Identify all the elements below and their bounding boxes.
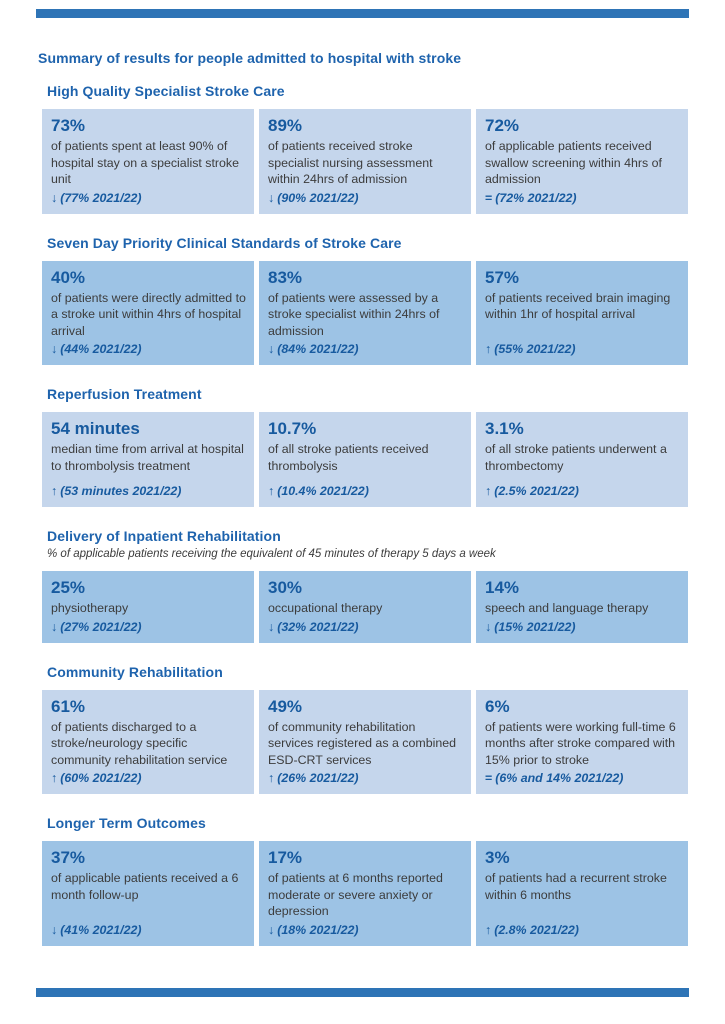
down-arrow-icon: ↓ — [268, 922, 275, 937]
bottom-divider-bar — [36, 988, 689, 997]
comparison-text: (6% and 14% 2021/22) — [495, 771, 624, 785]
up-arrow-icon: ↑ — [485, 922, 492, 937]
trend-line — [485, 920, 680, 938]
trend-line — [268, 188, 463, 206]
stat-cell — [476, 412, 688, 507]
stat-row — [42, 412, 688, 507]
comparison-text: (27% 2021/22) — [60, 619, 142, 634]
stat-description: of community rehabilitation services registered as a combined ESD-CRT services — [268, 719, 457, 767]
stat-value: 89% — [268, 116, 303, 135]
section-heading: Seven Day Priority Clinical Standards of Stroke Care — [47, 234, 402, 251]
trend-line — [51, 188, 246, 206]
stat-value: 14% — [485, 578, 520, 597]
up-arrow-icon: ↑ — [51, 484, 58, 498]
down-arrow-icon: ↓ — [51, 922, 58, 937]
section — [38, 664, 689, 795]
up-arrow-icon: ↑ — [268, 771, 275, 785]
page-title: Summary of results for people admitted to hospital with stroke — [38, 50, 462, 66]
stat-row — [42, 571, 688, 643]
stat-cell — [42, 841, 254, 946]
comparison-text: (41% 2021/22) — [60, 922, 142, 937]
stat-row — [42, 109, 688, 214]
section-subtitle: % of applicable patients receiving the equivalent of 45 minutes of therapy 5 days a week — [47, 548, 496, 560]
stat-description: median time from arrival at hospital to thrombolysis treatment — [51, 442, 244, 473]
stat-description: of patients received brain imaging within 1hr of hospital arrival — [485, 290, 671, 321]
comparison-text: (18% 2021/22) — [277, 922, 359, 937]
stat-description: occupational therapy — [268, 601, 383, 615]
trend-line — [268, 481, 463, 499]
equals-icon: = — [485, 190, 493, 205]
section-heading: Delivery of Inpatient Rehabilitation — [47, 528, 281, 544]
up-arrow-icon: ↑ — [51, 771, 58, 785]
stat-description: of all stroke patients underwent a thrombectomy — [485, 442, 667, 473]
stat-cell — [476, 571, 688, 643]
stat-cell — [476, 261, 688, 366]
content — [38, 0, 689, 946]
comparison-text: (72% 2021/22) — [495, 190, 577, 205]
stat-cell — [476, 690, 688, 795]
trend-line — [51, 481, 246, 499]
trend-line — [485, 481, 680, 499]
trend-line — [51, 339, 246, 357]
stat-description: of patients at 6 months reported moderate or severe anxiety or depression — [268, 871, 443, 918]
section — [38, 83, 689, 214]
comparison-text: (44% 2021/22) — [60, 342, 142, 356]
section-heading: Longer Term Outcomes — [47, 815, 206, 831]
stat-description: of patients discharged to a stroke/neurology specific community rehabilitation service — [51, 719, 228, 767]
stat-value: 57% — [485, 267, 520, 287]
stat-value: 3.1% — [485, 419, 524, 438]
trend-line — [51, 920, 246, 938]
section-heading: High Quality Specialist Stroke Care — [47, 83, 285, 99]
comparison-text: (55% 2021/22) — [494, 342, 576, 356]
stat-description: of patients were assessed by a stroke specialist within 24hrs of admission — [268, 290, 440, 338]
stat-row — [42, 690, 688, 795]
down-arrow-icon: ↓ — [51, 342, 58, 356]
section-heading: Reperfusion Treatment — [47, 386, 202, 402]
down-arrow-icon: ↓ — [268, 190, 275, 205]
stat-description: of patients were working full-time 6 months after stroke compared with 15% prior to stroke — [485, 719, 676, 767]
stat-value: 61% — [51, 696, 86, 716]
comparison-text: (2.5% 2021/22) — [494, 484, 579, 498]
stat-cell — [42, 571, 254, 643]
stat-cell — [476, 109, 688, 214]
stat-cell — [42, 412, 254, 507]
down-arrow-icon: ↓ — [485, 619, 492, 634]
stat-value: 72% — [485, 116, 520, 135]
down-arrow-icon: ↓ — [51, 190, 58, 205]
stat-description: of all stroke patients received thrombolysis — [268, 442, 429, 473]
down-arrow-icon: ↓ — [51, 619, 58, 634]
stat-value: 40% — [51, 267, 86, 287]
stat-description: of patients received stroke specialist nursing assessment within 24hrs of admission — [268, 139, 433, 186]
stat-value: 30% — [268, 578, 303, 597]
stat-value: 25% — [51, 578, 86, 597]
trend-line — [268, 617, 463, 635]
section-heading: Community Rehabilitation — [47, 663, 223, 680]
trend-line — [485, 617, 680, 635]
stat-value: 6% — [485, 696, 510, 716]
comparison-text: (77% 2021/22) — [60, 190, 142, 205]
trend-line — [268, 920, 463, 938]
trend-line — [268, 768, 463, 786]
stat-value: 49% — [268, 696, 303, 716]
section — [38, 528, 689, 643]
trend-line — [51, 768, 246, 786]
stat-value: 54 minutes — [51, 419, 140, 438]
stat-cell — [259, 690, 471, 795]
down-arrow-icon: ↓ — [268, 342, 275, 356]
stat-cell — [42, 261, 254, 366]
stat-cell — [259, 412, 471, 507]
stat-value: 73% — [51, 116, 86, 135]
comparison-text: (32% 2021/22) — [277, 619, 359, 634]
stat-cell — [259, 261, 471, 366]
comparison-text: (2.8% 2021/22) — [494, 922, 579, 937]
stat-row — [42, 841, 688, 946]
equals-icon: = — [485, 771, 493, 785]
stat-description: of patients spent at least 90% of hospital stay on a specialist stroke unit — [51, 139, 240, 186]
stat-description: speech and language therapy — [485, 601, 649, 615]
stat-value: 37% — [51, 848, 86, 867]
up-arrow-icon: ↑ — [485, 342, 492, 356]
comparison-text: (53 minutes 2021/22) — [60, 484, 182, 498]
trend-line — [485, 188, 680, 206]
stat-description: of patients were directly admitted to a stroke unit within 4hrs of hospital arrival — [51, 290, 246, 338]
stat-value: 83% — [268, 267, 303, 287]
trend-line — [268, 339, 463, 357]
comparison-text: (84% 2021/22) — [277, 342, 359, 356]
trend-line — [485, 339, 680, 357]
trend-line — [485, 768, 680, 786]
stat-row — [42, 261, 688, 366]
stat-description: of applicable patients received a 6 month follow-up — [51, 871, 239, 902]
section — [38, 235, 689, 366]
stat-cell — [42, 109, 254, 214]
down-arrow-icon: ↓ — [268, 619, 275, 634]
stat-description: of applicable patients received swallow screening within 4hrs of admission — [485, 139, 662, 186]
section — [38, 386, 689, 507]
stat-value: 3% — [485, 848, 510, 867]
comparison-text: (15% 2021/22) — [494, 619, 576, 634]
stat-description: physiotherapy — [51, 601, 129, 615]
section — [38, 815, 689, 946]
stat-cell — [476, 841, 688, 946]
stat-cell — [259, 109, 471, 214]
stat-cell — [42, 690, 254, 795]
comparison-text: (26% 2021/22) — [277, 771, 359, 785]
up-arrow-icon: ↑ — [485, 484, 492, 498]
comparison-text: (10.4% 2021/22) — [277, 484, 369, 498]
stat-cell — [259, 841, 471, 946]
stat-value: 17% — [268, 848, 303, 867]
stat-cell — [259, 571, 471, 643]
comparison-text: (60% 2021/22) — [60, 771, 142, 785]
stat-description: of patients had a recurrent stroke within 6 months — [485, 871, 667, 902]
comparison-text: (90% 2021/22) — [277, 190, 359, 205]
up-arrow-icon: ↑ — [268, 484, 275, 498]
stat-value: 10.7% — [268, 419, 317, 438]
sections-container — [38, 83, 689, 946]
trend-line — [51, 617, 246, 635]
